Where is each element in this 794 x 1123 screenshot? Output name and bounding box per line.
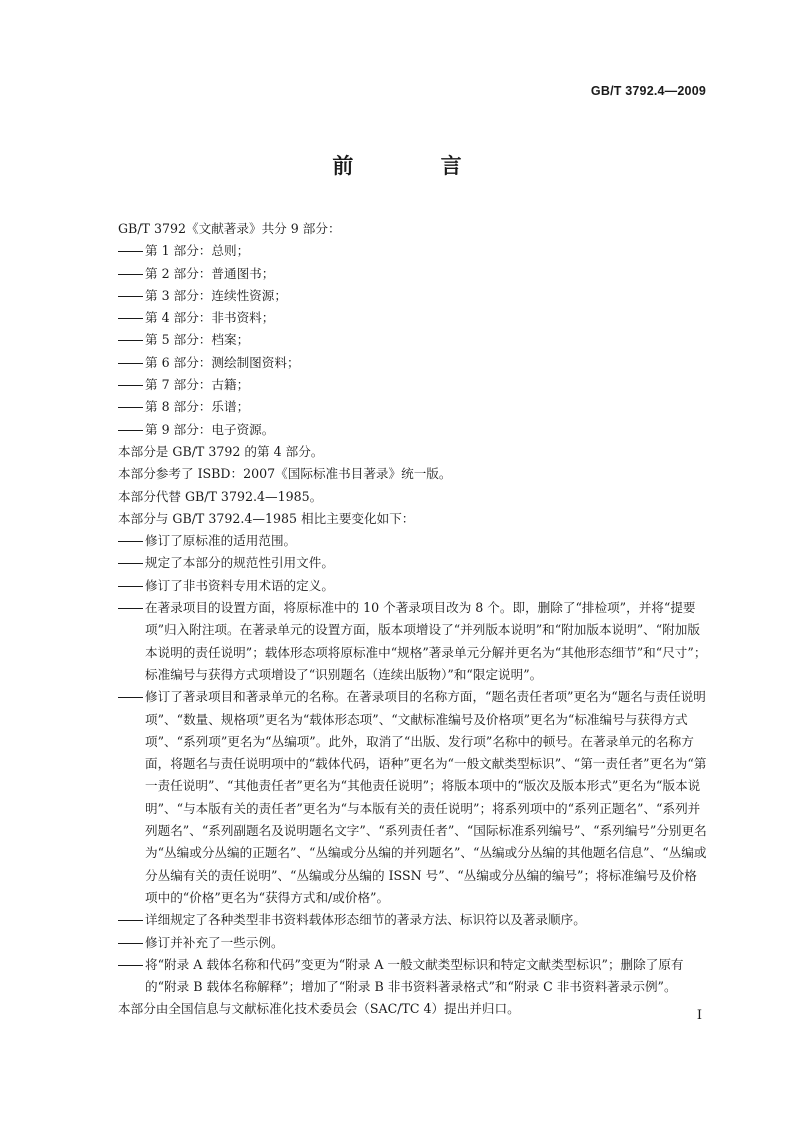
change-item-references: 规定了本部分的规范性引用文件。	[118, 552, 708, 574]
page-title: 前 言	[332, 154, 502, 178]
replaces-statement: 本部分代替 GB/T 3792.4—1985。	[118, 488, 323, 504]
part-4-item: 第 4 部分：非书资料；	[118, 307, 708, 329]
change-item-examples: 修订并补充了一些示例。	[118, 932, 708, 954]
standard-code: GB/T 3792.4—2009	[590, 84, 706, 98]
change-item-annexes: 将“附录 A 载体名称和代码”变更为“附录 A 一般文献类型标识和特定文献类型标识”；删除了原有的“附录 B 载体名称解释”；增加了“附录 B 非书资料著录格式”和“附录 C 非书资料著录示例”。	[118, 954, 708, 999]
part-9-item: 第 9 部分：电子资源。	[118, 419, 708, 441]
part-7-item: 第 7 部分：古籍；	[118, 374, 708, 396]
change-item-scope: 修订了原标准的适用范围。	[118, 530, 708, 552]
reference-statement: 本部分参考了 ISBD：2007《国际标准书目著录》统一版。	[118, 466, 452, 482]
part-statement: 本部分是 GB/T 3792 的第 4 部分。	[118, 443, 324, 459]
part-8-item: 第 8 部分：乐谱；	[118, 396, 708, 418]
change-item-terms: 修订了非书资料专用术语的定义。	[118, 575, 708, 597]
part-2-item: 第 2 部分：普通图书；	[118, 263, 708, 285]
changes-intro: 本部分与 GB/T 3792.4—1985 相比主要变化如下：	[118, 510, 415, 526]
change-item-elements-setup: 在著录项目的设置方面，将原标准中的 10 个著录项目改为 8 个。即，删除了“排检项”，并将“提要项”归入附注项。在著录单元的设置方面，版本项增设了“并列版本说明”和“附加版本说明”、“附加版本说明的责任说明”；载体形态项将原标准中“规格”著录单元分解并更名为“其他形态细节”和“尺寸”；标准编号与获得方式项增设了“识别题名（连续出版物）”和“限定说明”。	[118, 597, 708, 686]
intro-parts-count: GB/T 3792《文献著录》共分 9 部分：	[118, 221, 341, 236]
page-number: I	[696, 1008, 702, 1023]
change-item-physical-details: 详细规定了各种类型非书资料载体形态细节的著录方法、标识符以及著录顺序。	[118, 909, 708, 931]
part-3-item: 第 3 部分：连续性资源；	[118, 285, 708, 307]
part-1-item: 第 1 部分：总则；	[118, 240, 708, 262]
proposer-statement: 本部分由全国信息与文献标准化技术委员会（SAC/TC 4）提出并归口。	[118, 1001, 520, 1017]
foreword-body	[118, 218, 708, 1021]
change-item-renaming: 修订了著录项目和著录单元的名称。在著录项目的名称方面，“题名责任者项”更名为“题名与责任说明项”、“数量、规格项”更名为“载体形态项”、“文献标准编号及价格项”更名为“标准编号与获得方式项”、“系列项”更名为“丛编项”。此外，取消了“出版、发行项”名称中的顿号。在著录单元的名称方面，将题名与责任说明项中的“载体代码，语种”更名为“一般文献类型标识”、“第一责任者”更名为“第一责任说明”、“其他责任者”更名为“其他责任说明”；将版本项中的“版次及版本形式”更名为“版本说明”、“与本版有关的责任者”更名为“与本版有关的责任说明”；将系列项中的“系列正题名”、“系列并列题名”、“系列副题名及说明题名文字”、“系列责任者”、“国际标准系列编号”、“系列编号”分别更名为“丛编或分丛编的正题名”、“丛编或分丛编的并列题名”、“丛编或分丛编的其他题名信息”、“丛编或分丛编有关的责任说明”、“丛编或分丛编的 ISSN 号”、“丛编或分丛编的编号”；将标准编号及价格项中的“价格”更名为“获得方式和/或价格”。	[118, 686, 708, 909]
part-5-item: 第 5 部分：档案；	[118, 329, 708, 351]
part-6-item: 第 6 部分：测绘制图资料；	[118, 352, 708, 374]
